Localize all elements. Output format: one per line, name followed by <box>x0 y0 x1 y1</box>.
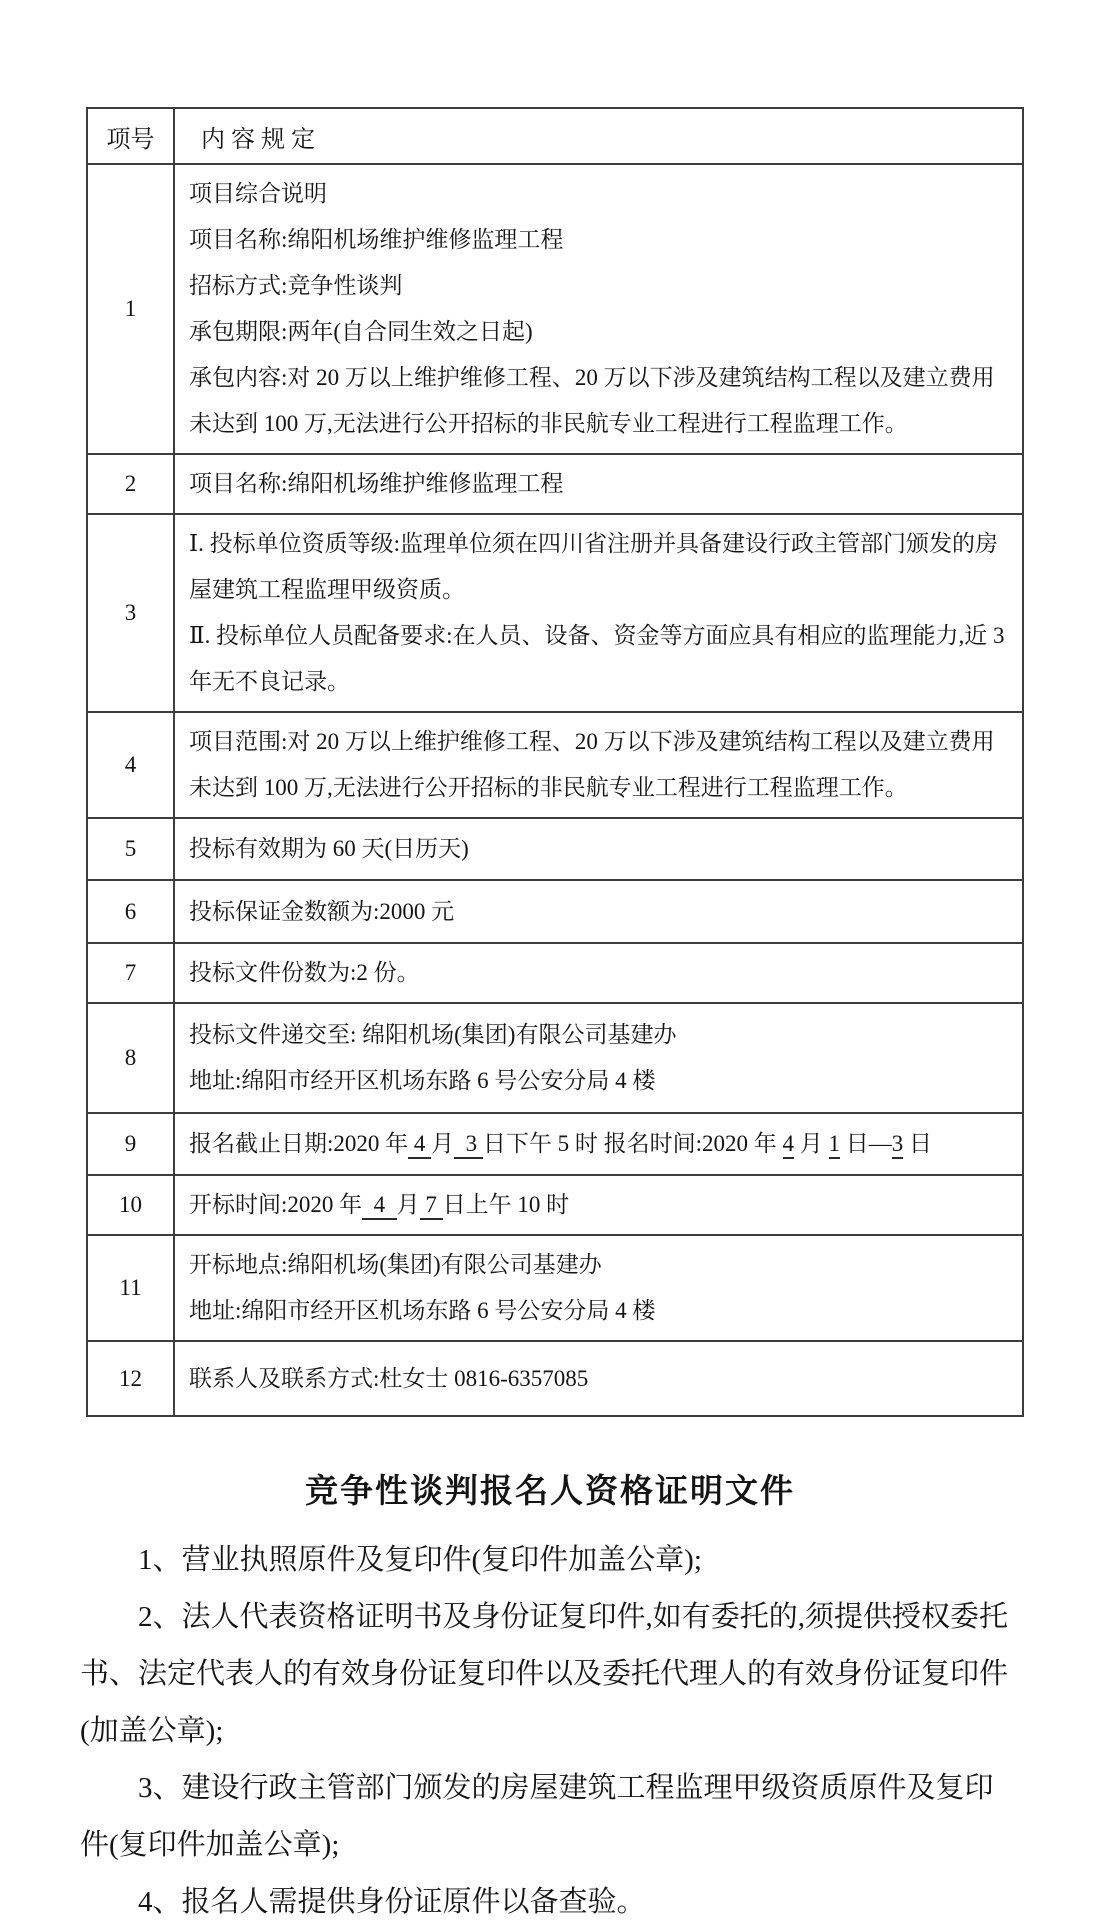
content-line: 开标地点:绵阳机场(集团)有限公司基建办 <box>189 1252 602 1277</box>
content-line <box>189 1121 1008 1167</box>
filled-blank-day: 3 <box>454 1131 483 1159</box>
table-row <box>87 454 1023 514</box>
table-row <box>87 1235 1023 1341</box>
row-content <box>174 880 1023 943</box>
list-item-1: 1、营业执照原件及复印件(复印件加盖公章); <box>138 1544 702 1576</box>
list-item-3: 3、建设行政主管部门颁发的房屋建筑工程监理甲级资质原件及复印件(复印件加盖公章); <box>80 1772 994 1861</box>
section-title: 竞争性谈判报名人资格证明文件 <box>305 1474 795 1510</box>
row-content <box>174 712 1023 818</box>
table-row <box>87 818 1023 880</box>
row-content <box>174 514 1023 712</box>
table-row <box>87 514 1023 712</box>
content-line: 承包内容:对 20 万以上维护维修工程、20 万以下涉及建筑结构工程以及建立费用未达到 100 万,无法进行公开招标的非民航专业工程进行工程监理工作。 <box>189 365 995 436</box>
filled-blank-month: 4 <box>362 1192 397 1220</box>
content-line: 承包期限:两年(自合同生效之日起) <box>189 319 533 344</box>
row-number: 5 <box>87 818 174 880</box>
content-line: 项目名称:绵阳机场维护维修监理工程 <box>189 227 564 252</box>
table-row <box>87 1341 1023 1416</box>
text-segment: 月 <box>431 1131 455 1156</box>
content-line: 招标方式:竞争性谈判 <box>189 273 403 298</box>
content-line <box>189 1182 1008 1228</box>
text-segment: 报名截止日期:2020 年 <box>189 1131 409 1156</box>
row-content <box>174 1235 1023 1341</box>
content-line: Ⅰ. 投标单位资质等级:监理单位须在四川省注册并具备建设行政主管部门颁发的房屋建筑工程监理甲级资质。 <box>189 531 998 602</box>
row-content <box>174 943 1023 1003</box>
tender-spec-table <box>86 107 1024 1417</box>
filled-blank-month: 4 <box>408 1131 431 1159</box>
content-line: 投标有效期为 60 天(日历天) <box>189 836 469 861</box>
text-segment: 日下午 5 时 报名时间:2020 年 <box>482 1131 783 1156</box>
table-row <box>87 1003 1023 1113</box>
text-segment: 月 <box>396 1192 420 1217</box>
table-row <box>87 712 1023 818</box>
table-header-row <box>87 108 1023 164</box>
content-line: 项目名称:绵阳机场维护维修监理工程 <box>189 471 564 496</box>
row-number: 2 <box>87 454 174 514</box>
table-row <box>87 880 1023 943</box>
qualification-document-list <box>80 1532 1020 1930</box>
list-item-2: 2、法人代表资格证明书及身份证复印件,如有委托的,须提供授权委托书、法定代表人的有效身份证复印件以及委托代理人的有效身份证复印件(加盖公章); <box>80 1601 1009 1747</box>
text-segment: 日上午 10 时 <box>442 1192 570 1217</box>
row-number: 3 <box>87 514 174 712</box>
row-number: 10 <box>87 1175 174 1235</box>
row-number: 8 <box>87 1003 174 1113</box>
table-row <box>87 164 1023 454</box>
content-line: 项目综合说明 <box>189 181 327 206</box>
row-number: 12 <box>87 1341 174 1416</box>
row-content <box>174 818 1023 880</box>
content-line: 地址:绵阳市经开区机场东路 6 号公安分局 4 楼 <box>189 1068 656 1093</box>
row-number: 9 <box>87 1113 174 1175</box>
row-number: 7 <box>87 943 174 1003</box>
filled-blank-day-start: 1 <box>829 1131 841 1159</box>
row-number: 1 <box>87 164 174 454</box>
filled-blank-day-end: 3 <box>892 1131 904 1159</box>
row-content <box>174 1175 1023 1235</box>
column-header-content-rules: 内 容 规 定 <box>174 108 1023 164</box>
content-line: 项目范围:对 20 万以上维护维修工程、20 万以下涉及建筑结构工程以及建立费用未达到 100 万,无法进行公开招标的非民航专业工程进行工程监理工作。 <box>189 729 995 800</box>
row-content <box>174 1003 1023 1113</box>
row-number: 6 <box>87 880 174 943</box>
filled-blank-month: 4 <box>783 1131 795 1159</box>
text-segment: 月 <box>794 1131 829 1156</box>
content-line: 地址:绵阳市经开区机场东路 6 号公安分局 4 楼 <box>189 1298 656 1323</box>
text-segment: 开标时间:2020 年 <box>189 1192 363 1217</box>
column-header-item-no: 项号 <box>87 108 174 164</box>
text-segment: 日— <box>840 1131 892 1156</box>
row-content <box>174 164 1023 454</box>
content-line: 联系人及联系方式:杜女士 0816-6357085 <box>189 1365 589 1391</box>
content-line: 投标保证金数额为:2000 元 <box>189 898 455 924</box>
filled-blank-day: 7 <box>420 1192 443 1220</box>
row-content <box>174 454 1023 514</box>
table-row <box>87 943 1023 1003</box>
content-line: 投标文件份数为:2 份。 <box>189 960 420 985</box>
table-row <box>87 1113 1023 1175</box>
row-content <box>174 1341 1023 1416</box>
row-number: 4 <box>87 712 174 818</box>
list-item-4: 4、报名人需提供身份证原件以备查验。 <box>138 1886 646 1918</box>
content-line: Ⅱ. 投标单位人员配备要求:在人员、设备、资金等方面应具有相应的监理能力,近 3 年无不良记录。 <box>189 623 1005 694</box>
row-content <box>174 1113 1023 1175</box>
table-row <box>87 1175 1023 1235</box>
row-number: 11 <box>87 1235 174 1341</box>
text-segment: 日 <box>903 1131 933 1156</box>
content-line: 投标文件递交至: 绵阳机场(集团)有限公司基建办 <box>189 1022 677 1047</box>
